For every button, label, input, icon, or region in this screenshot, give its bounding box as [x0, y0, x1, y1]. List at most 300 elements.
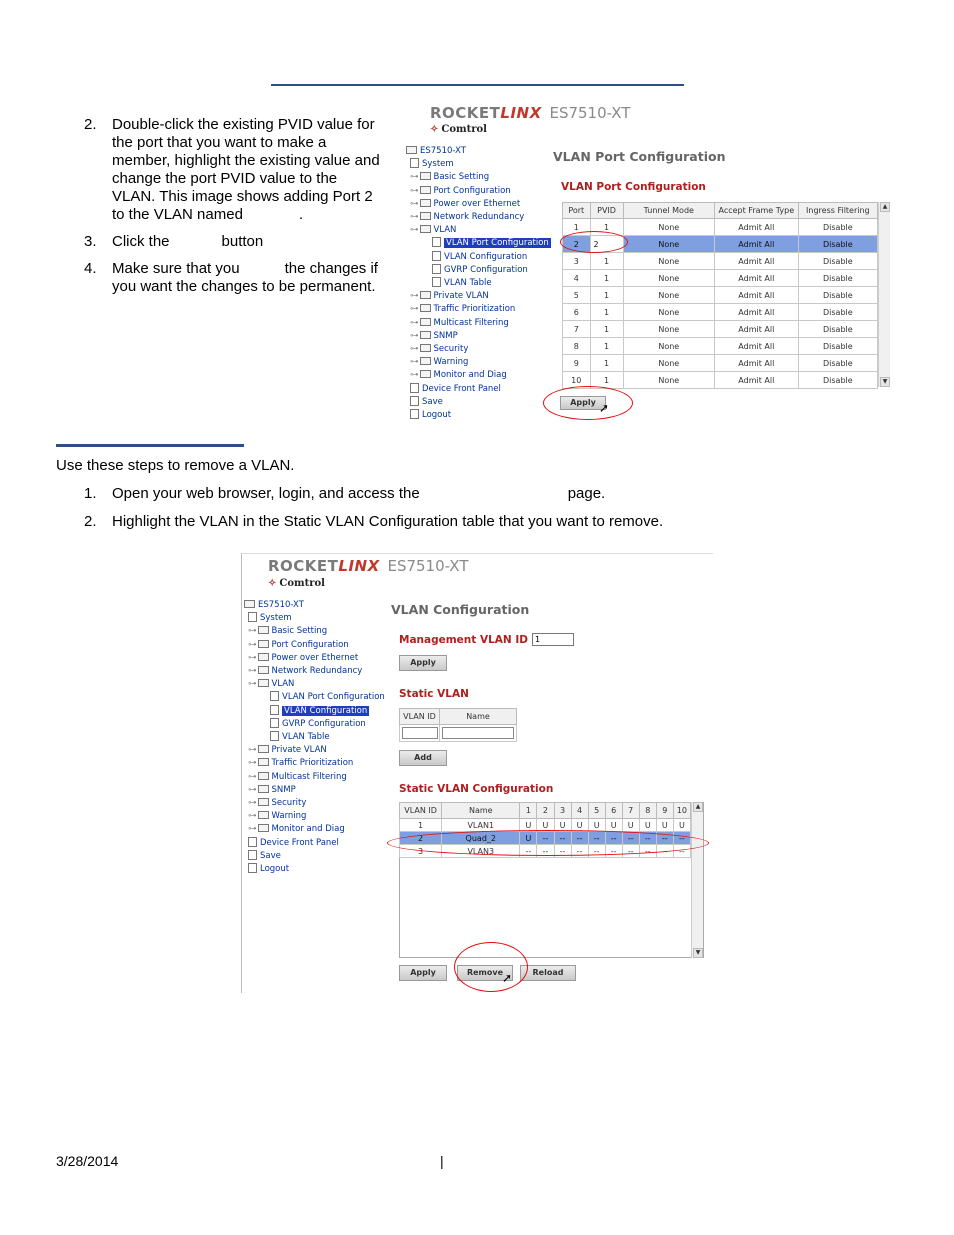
- table-cell: 2: [563, 236, 591, 253]
- folder-icon: [420, 344, 431, 352]
- page-icon: [432, 237, 441, 247]
- table-cell[interactable]: 2: [590, 236, 623, 253]
- folder-icon: [420, 199, 431, 207]
- table-cell: U: [656, 819, 673, 832]
- tree-item-label: VLAN Table: [282, 732, 330, 742]
- page-icon: [248, 850, 257, 860]
- tree-item[interactable]: [248, 665, 362, 677]
- expand-icon[interactable]: ⊶: [410, 198, 419, 209]
- table-cell: Disable: [798, 253, 877, 270]
- tree-item-label: Private VLAN: [433, 291, 489, 302]
- tree-item[interactable]: [410, 409, 451, 421]
- folder-icon: [420, 212, 431, 220]
- tree-item-label: Network Redundancy: [433, 212, 525, 222]
- section-rule-top: [271, 84, 684, 86]
- table-cell: U: [554, 819, 571, 832]
- page-icon: [270, 718, 279, 728]
- table-cell: Disable: [798, 321, 877, 338]
- expand-icon[interactable]: ⊶: [410, 304, 419, 315]
- column-header: 5: [588, 803, 605, 819]
- table-cell: Admit All: [714, 338, 798, 355]
- tree-item-label: VLAN Port Configuration: [282, 692, 385, 703]
- folder-icon: [420, 370, 431, 378]
- add-button[interactable]: Add: [399, 750, 447, 766]
- tree-item-label: VLAN Port Configuration: [446, 238, 549, 249]
- table-cell: Disable: [798, 355, 877, 372]
- tree-item[interactable]: [410, 330, 458, 342]
- scroll-up-icon[interactable]: ▲: [693, 802, 703, 812]
- step-number: 2.: [84, 116, 97, 133]
- expand-icon[interactable]: ⊶: [410, 185, 419, 196]
- tree-item-label: Monitor and Diag: [271, 824, 345, 835]
- step-number: 4.: [84, 260, 97, 277]
- folder-icon: [406, 146, 417, 154]
- highlight-circle: [560, 231, 628, 253]
- tree-item-label: VLAN Configuration: [444, 251, 528, 262]
- column-header: VLAN ID: [400, 709, 440, 725]
- table-row[interactable]: [563, 253, 878, 270]
- tree-item-label: Traffic Prioritization: [271, 758, 354, 769]
- tree-item[interactable]: [410, 185, 511, 197]
- folder-icon: [258, 679, 269, 687]
- tree-item-label: VLAN Table: [444, 278, 492, 288]
- folder-icon: [420, 357, 431, 365]
- column-header: 2: [537, 803, 554, 819]
- step-text: Open your web browser, login, and access the page.: [112, 485, 606, 502]
- tree-item-label: VLAN Configuration: [284, 705, 368, 716]
- tree-item[interactable]: [270, 731, 330, 743]
- folder-icon: [258, 824, 269, 832]
- folder-icon: [258, 666, 269, 674]
- scrollbar[interactable]: [691, 802, 703, 958]
- tree-item[interactable]: [410, 224, 456, 236]
- table-cell: 3: [400, 845, 442, 858]
- table-cell[interactable]: 1: [590, 372, 623, 389]
- tree-item[interactable]: [248, 823, 345, 835]
- table-cell[interactable]: 1: [590, 287, 623, 304]
- table-cell: Disable: [798, 236, 877, 253]
- expand-icon[interactable]: ⊶: [248, 771, 257, 782]
- table-row[interactable]: [563, 321, 878, 338]
- table-cell: --: [656, 845, 673, 858]
- table-row[interactable]: [563, 372, 878, 389]
- reload-button[interactable]: Reload: [520, 965, 576, 981]
- expand-icon[interactable]: ⊶: [410, 344, 419, 354]
- folder-icon: [420, 318, 431, 326]
- tree-item[interactable]: [248, 784, 296, 796]
- table-cell: 1: [563, 219, 591, 236]
- intro-text: Use these steps to remove a VLAN.: [56, 457, 295, 474]
- column-header: Name: [442, 803, 520, 819]
- table-row[interactable]: [563, 270, 878, 287]
- tree-item[interactable]: [270, 705, 369, 717]
- column-header: 7: [622, 803, 639, 819]
- tree-item-label: GVRP Configuration: [444, 264, 528, 275]
- page-icon: [410, 396, 419, 406]
- expand-icon[interactable]: ⊶: [248, 666, 257, 676]
- table-cell: 3: [563, 253, 591, 270]
- vlan-id-input[interactable]: [400, 725, 440, 742]
- expand-icon[interactable]: ⊶: [410, 357, 419, 368]
- folder-icon: [258, 772, 269, 780]
- folder-icon: [258, 640, 269, 648]
- table-cell: Disable: [798, 338, 877, 355]
- tree-item-label: Warning: [433, 357, 469, 368]
- apply-button[interactable]: Apply: [399, 965, 447, 981]
- table-cell: 10: [563, 372, 591, 389]
- folder-icon: [258, 745, 269, 753]
- table-row[interactable]: [563, 287, 878, 304]
- apply-button[interactable]: Apply: [399, 655, 447, 671]
- step-number: 2.: [84, 513, 97, 530]
- table-cell[interactable]: 1: [590, 253, 623, 270]
- page-icon: [410, 409, 419, 419]
- table-row[interactable]: [563, 355, 878, 372]
- table-cell: 8: [563, 338, 591, 355]
- tree-item-label: Traffic Prioritization: [433, 304, 516, 315]
- tree-item-label: VLAN: [271, 679, 295, 690]
- table-cell: --: [537, 832, 554, 845]
- column-header: Port: [563, 203, 591, 219]
- mgmt-vlan-label: Management VLAN ID: [399, 634, 528, 646]
- tree-item-label: ES7510-XT: [258, 600, 304, 610]
- tree-item-label: ES7510-XT: [420, 146, 466, 156]
- tree-item[interactable]: [410, 198, 520, 210]
- tree-item[interactable]: [248, 639, 349, 651]
- tree-item[interactable]: [270, 718, 366, 730]
- table-cell: U: [588, 819, 605, 832]
- page-icon: [248, 837, 257, 847]
- tree-item-label: VLAN: [433, 225, 457, 236]
- tree-item[interactable]: [410, 290, 489, 302]
- tree-item[interactable]: [432, 251, 527, 263]
- expand-icon[interactable]: ⊶: [248, 811, 257, 822]
- table-cell: 2: [400, 832, 442, 845]
- table-cell: --: [554, 845, 571, 858]
- table-cell: U: [571, 819, 588, 832]
- tree-item[interactable]: [248, 757, 353, 769]
- table-cell: 9: [563, 355, 591, 372]
- apply-button[interactable]: Apply: [560, 396, 606, 410]
- table-cell: --: [673, 832, 690, 845]
- folder-icon: [258, 653, 269, 661]
- static-vlan-title: Static VLAN: [399, 688, 469, 700]
- tree-item-label: Warning: [271, 811, 307, 822]
- table-cell: Admit All: [714, 287, 798, 304]
- tree-item[interactable]: [432, 237, 551, 249]
- scroll-down-icon[interactable]: ▼: [880, 377, 890, 387]
- folder-icon: [420, 172, 431, 180]
- expand-icon[interactable]: ⊶: [410, 330, 419, 341]
- tree-item-label: Security: [433, 344, 469, 354]
- rocketlinx-logo: ROCKETLINX ES7510-XT: [430, 104, 631, 122]
- tree-item[interactable]: [432, 264, 528, 276]
- tree-item[interactable]: [248, 771, 347, 783]
- tree-item[interactable]: [406, 145, 466, 157]
- tree-item[interactable]: [248, 850, 281, 862]
- folder-icon: [258, 758, 269, 766]
- table-cell: Quad_2: [442, 832, 520, 845]
- tree-item[interactable]: [410, 356, 468, 368]
- tree-item[interactable]: [248, 863, 289, 875]
- table-cell: 6: [563, 304, 591, 321]
- tree-item[interactable]: [410, 317, 509, 329]
- folder-icon: [258, 811, 269, 819]
- tree-item-label: SNMP: [433, 330, 458, 341]
- expand-icon[interactable]: ⊶: [248, 758, 257, 769]
- table-cell: --: [605, 832, 622, 845]
- table-cell: --: [622, 845, 639, 858]
- tree-item-label: Private VLAN: [271, 745, 327, 756]
- table-cell: 5: [563, 287, 591, 304]
- expand-icon[interactable]: ⊶: [410, 317, 419, 328]
- table-cell: --: [588, 845, 605, 858]
- table-cell: 4: [563, 270, 591, 287]
- screenshot-vlan-port-config: [400, 100, 895, 425]
- page-icon: [248, 863, 257, 873]
- tree-item-label: Multicast Filtering: [433, 317, 509, 328]
- tree-item-label: Power over Ethernet: [433, 198, 521, 209]
- tree-item[interactable]: [410, 303, 515, 315]
- tree-item[interactable]: [432, 277, 492, 289]
- highlight-circle: [454, 942, 528, 992]
- expand-icon[interactable]: ⊶: [410, 291, 419, 302]
- scrollbar[interactable]: [878, 202, 890, 387]
- static-vlan-table: [399, 708, 517, 742]
- table-cell: Admit All: [714, 253, 798, 270]
- page-icon: [410, 158, 419, 168]
- table-cell: 7: [563, 321, 591, 338]
- mgmt-vlan-input[interactable]: 1: [532, 633, 574, 646]
- tree-item[interactable]: [248, 652, 358, 664]
- table-cell: --: [605, 845, 622, 858]
- expand-icon[interactable]: ⊶: [248, 626, 257, 637]
- highlight-circle: [543, 386, 633, 420]
- column-header: Ingress Filtering: [798, 203, 877, 219]
- table-row[interactable]: [563, 304, 878, 321]
- tree-item-label: Logout: [260, 864, 290, 874]
- expand-icon[interactable]: ⊶: [410, 172, 419, 183]
- folder-icon: [258, 626, 269, 634]
- expand-icon[interactable]: ⊶: [248, 784, 257, 795]
- table-cell: Admit All: [714, 270, 798, 287]
- expand-icon[interactable]: ⊶: [248, 745, 257, 756]
- table-cell: --: [537, 845, 554, 858]
- table-cell[interactable]: 1: [590, 338, 623, 355]
- page-icon: [432, 277, 441, 287]
- table-cell: None: [623, 253, 714, 270]
- table-cell: Admit All: [714, 372, 798, 389]
- expand-icon[interactable]: ⊶: [410, 212, 419, 222]
- tree-item-label: Network Redundancy: [271, 666, 363, 676]
- table-cell: None: [623, 355, 714, 372]
- tree-item[interactable]: [248, 625, 327, 637]
- section-rule: [56, 444, 244, 447]
- table-cell: Admit All: [714, 321, 798, 338]
- column-header: PVID: [590, 203, 623, 219]
- table-cell[interactable]: 1: [590, 219, 623, 236]
- folder-icon: [244, 600, 255, 608]
- page-icon: [270, 731, 279, 741]
- tree-item[interactable]: [248, 744, 327, 756]
- table-cell: --: [571, 832, 588, 845]
- tree-item-label: Power over Ethernet: [271, 652, 359, 663]
- column-header: 1: [520, 803, 537, 819]
- table-cell: None: [623, 304, 714, 321]
- expand-icon[interactable]: ⊶: [248, 824, 257, 835]
- step-text: Make sure that you the changes if you want the changes to be permanent.: [112, 260, 378, 295]
- table-cell[interactable]: 1: [590, 270, 623, 287]
- tree-item[interactable]: [410, 211, 524, 223]
- tree-item-label: Logout: [422, 410, 452, 420]
- column-header: Accept Frame Type: [714, 203, 798, 219]
- folder-icon: [420, 291, 431, 299]
- table-cell: Admit All: [714, 236, 798, 253]
- tree-item[interactable]: [410, 396, 443, 408]
- column-header: 8: [639, 803, 656, 819]
- tree-item[interactable]: [410, 383, 501, 395]
- section-title: VLAN Port Configuration: [561, 181, 706, 193]
- table-cell: 1: [400, 819, 442, 832]
- tree-item[interactable]: [248, 837, 339, 849]
- table-cell: None: [623, 236, 714, 253]
- screenshot-vlan-config: [241, 553, 713, 993]
- table-cell: None: [623, 321, 714, 338]
- table-cell: U: [520, 819, 537, 832]
- static-vlan-config-title: Static VLAN Configuration: [399, 783, 554, 795]
- table-cell: Disable: [798, 372, 877, 389]
- tree-item-label: SNMP: [271, 784, 296, 795]
- table-cell: VLAN1: [442, 819, 520, 832]
- expand-icon[interactable]: ⊶: [248, 639, 257, 650]
- table-cell: --: [520, 845, 537, 858]
- table-cell: --: [673, 845, 690, 858]
- page-icon: [432, 251, 441, 261]
- step-number: 3.: [84, 233, 97, 250]
- tree-item-label: Port Configuration: [271, 639, 349, 650]
- expand-icon[interactable]: ⊶: [248, 652, 257, 663]
- column-header: Name: [440, 709, 517, 725]
- table-cell: None: [623, 287, 714, 304]
- vlan-name-input[interactable]: [440, 725, 517, 742]
- page-icon: [410, 383, 419, 393]
- step-text: Highlight the VLAN in the Static VLAN Configuration table that you want to remove.: [112, 513, 664, 530]
- remove-button[interactable]: Remove: [457, 965, 513, 981]
- tree-item-label: System: [260, 613, 292, 624]
- tree-item-label: Save: [260, 850, 281, 861]
- table-cell: --: [571, 845, 588, 858]
- expand-icon[interactable]: ⊶: [248, 679, 257, 690]
- comtrol-logo: ✧ Comtrol: [430, 124, 487, 135]
- folder-icon: [420, 225, 431, 233]
- tree-item-label: GVRP Configuration: [282, 718, 366, 729]
- tree-item[interactable]: [248, 612, 292, 624]
- tree-item[interactable]: [410, 158, 454, 170]
- column-header: 6: [605, 803, 622, 819]
- folder-icon: [420, 186, 431, 194]
- table-cell: None: [623, 372, 714, 389]
- table-cell: --: [554, 832, 571, 845]
- tree-item-label: Device Front Panel: [260, 837, 339, 848]
- tree-item[interactable]: [248, 810, 306, 822]
- tree-item[interactable]: [244, 599, 304, 611]
- table-cell: None: [623, 270, 714, 287]
- rocketlinx-logo: ROCKETLINX ES7510-XT: [268, 557, 469, 575]
- tree-item-label: System: [422, 159, 454, 170]
- folder-icon: [420, 331, 431, 339]
- table-cell: --: [588, 832, 605, 845]
- column-header: VLAN ID: [400, 803, 442, 819]
- folder-icon: [258, 798, 269, 806]
- column-header: 9: [656, 803, 673, 819]
- tree-item-label: Port Configuration: [433, 185, 511, 196]
- table-cell: Disable: [798, 304, 877, 321]
- table-row[interactable]: [563, 338, 878, 355]
- tree-item[interactable]: [270, 691, 385, 703]
- mouse-cursor-icon: ➚: [599, 401, 610, 415]
- folder-icon: [420, 304, 431, 312]
- column-header: 10: [673, 803, 690, 819]
- folder-icon: [258, 785, 269, 793]
- table-cell: --: [622, 832, 639, 845]
- tree-item[interactable]: [410, 343, 468, 355]
- tree-item-label: Basic Setting: [433, 172, 490, 183]
- tree-item-label: Basic Setting: [271, 626, 328, 637]
- table-cell: U: [673, 819, 690, 832]
- table-cell: U: [537, 819, 554, 832]
- step-number: 1.: [84, 485, 97, 502]
- page-icon: [432, 264, 441, 274]
- nav-tree: [406, 145, 556, 425]
- table-cell: Admit All: [714, 304, 798, 321]
- table-cell: Disable: [798, 270, 877, 287]
- expand-icon[interactable]: ⊶: [410, 225, 419, 236]
- table-cell: None: [623, 219, 714, 236]
- table-cell: U: [605, 819, 622, 832]
- page-title: VLAN Configuration: [391, 602, 530, 617]
- page-icon: [248, 612, 257, 622]
- table-cell: --: [656, 832, 673, 845]
- mouse-cursor-icon: ➚: [502, 971, 513, 985]
- vlan-port-table: [562, 202, 878, 389]
- step-text: Double-click the existing PVID value for the port that you want to make a member, highlight the existing value and change the port PVID value to the VLAN. This image shows adding Port 2 to the VLAN named .: [112, 116, 380, 223]
- column-header: 4: [571, 803, 588, 819]
- scroll-down-icon[interactable]: ▼: [693, 948, 703, 958]
- column-header: Tunnel Mode: [623, 203, 714, 219]
- table-cell: None: [623, 338, 714, 355]
- table-cell: Admit All: [714, 355, 798, 372]
- table-cell[interactable]: 1: [590, 355, 623, 372]
- tree-item-label: Monitor and Diag: [433, 370, 507, 381]
- tree-item[interactable]: [410, 369, 507, 381]
- table-cell: Disable: [798, 219, 877, 236]
- tree-item-label: Multicast Filtering: [271, 771, 347, 782]
- tree-item[interactable]: [248, 797, 306, 809]
- table-cell[interactable]: 1: [590, 304, 623, 321]
- column-header: 3: [554, 803, 571, 819]
- page-title: VLAN Port Configuration: [553, 149, 726, 164]
- expand-icon[interactable]: ⊶: [248, 798, 257, 808]
- page-icon: [270, 705, 279, 715]
- tree-item[interactable]: [248, 678, 294, 690]
- expand-icon[interactable]: ⊶: [410, 370, 419, 381]
- tree-item-label: Device Front Panel: [422, 383, 501, 394]
- table-cell[interactable]: 1: [590, 321, 623, 338]
- scroll-up-icon[interactable]: ▲: [880, 202, 890, 212]
- tree-item[interactable]: [410, 171, 489, 183]
- highlight-circle: [387, 830, 709, 856]
- step-text: Click the button: [112, 233, 264, 250]
